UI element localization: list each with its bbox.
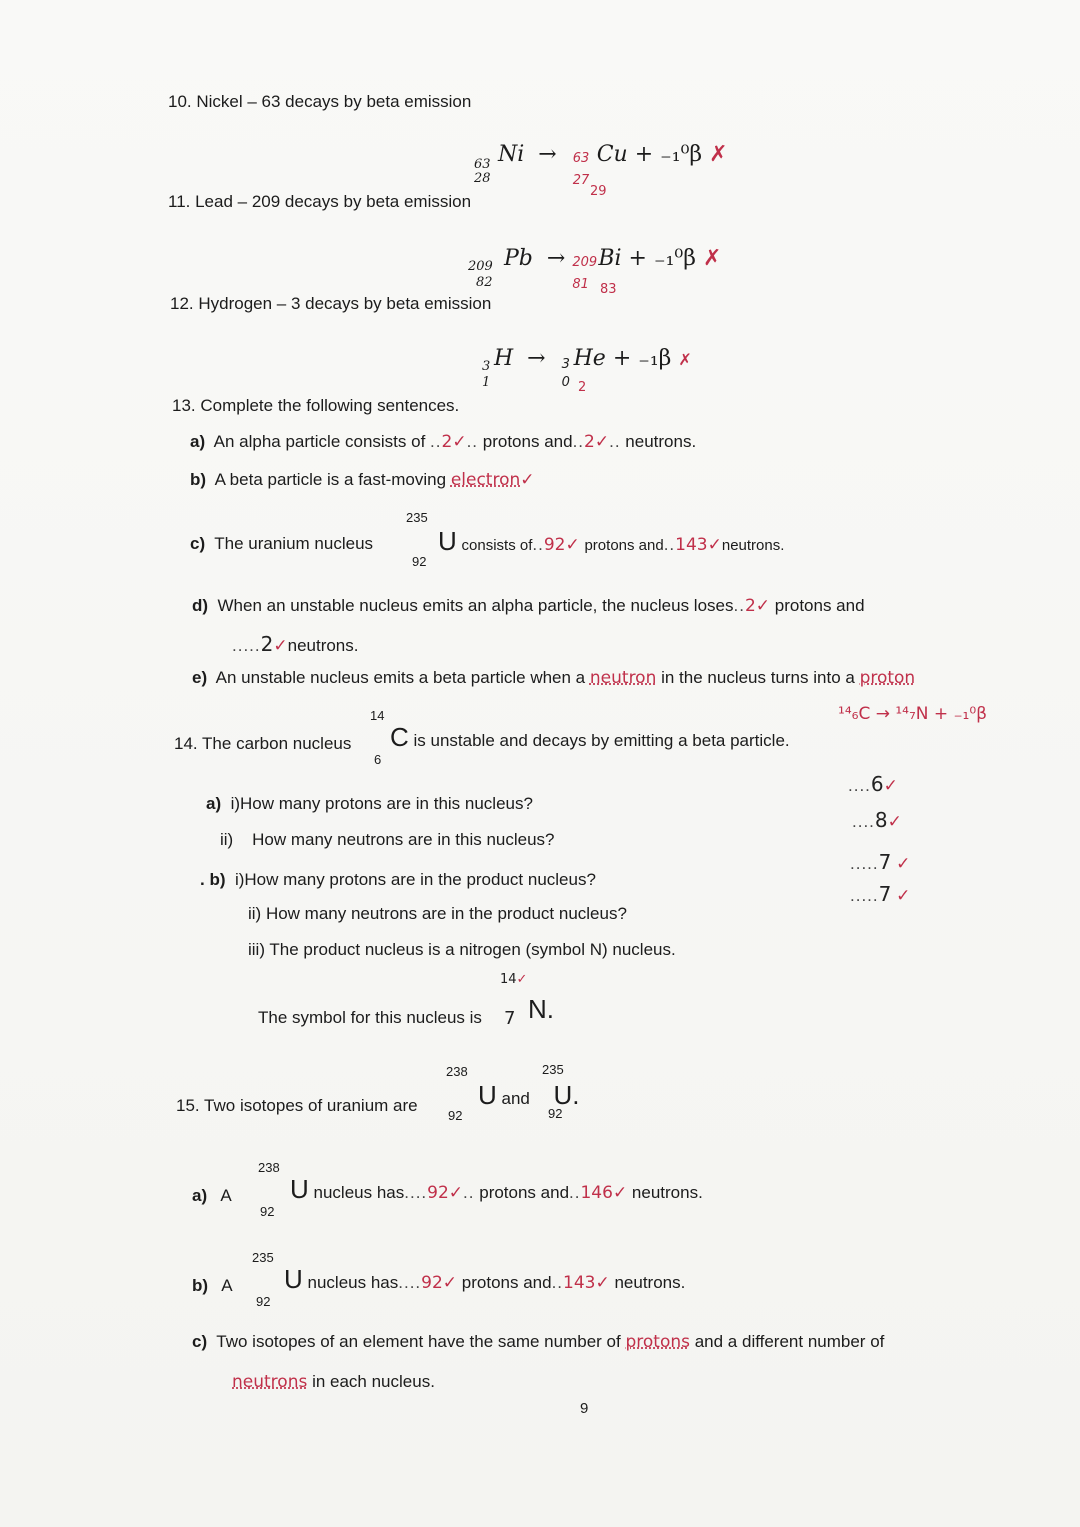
q15-b-ans2: 143 — [563, 1273, 596, 1293]
q15-iso2-mass: 235 — [542, 1062, 564, 1077]
q15-b-label: b) — [192, 1276, 209, 1295]
q13-c-text4: neutrons. — [721, 537, 785, 554]
q14-a-ii-label: ii) — [220, 830, 234, 849]
q12-daughter-mass: 3 — [561, 357, 570, 372]
q12-parent-mass: 3 — [482, 359, 491, 374]
q13-a-text1: An alpha particle consists of — [213, 432, 426, 451]
q13-c-atomic: 92 — [412, 554, 427, 569]
q14-ans-b-ii-value: 7 — [878, 882, 892, 906]
q14-margin-equation: ¹⁴₆C → ¹⁴₇N + ₋₁⁰β — [838, 704, 988, 724]
q14-sym-mass-value: 14 — [500, 972, 517, 987]
q10-parent-atomic: 28 — [474, 171, 491, 186]
q14-a — [206, 794, 533, 814]
q12-daughter-atomic: 0 — [561, 375, 570, 390]
q14-ans-a-i: ....6✓ — [848, 772, 898, 796]
q14-symbol: C — [390, 722, 409, 752]
q13-d-line2: .....2✓neutrons. — [232, 632, 359, 656]
q10-daughter-mass: 63 — [572, 151, 590, 166]
q14-sym-atomic: 7 — [504, 1008, 516, 1029]
q14-ans-a-i-value: 6 — [870, 772, 884, 796]
q10-text: 10. Nickel – 63 decays by beta emission — [168, 92, 472, 111]
q11-daughter-atomic: 81 — [572, 277, 589, 292]
q14-b-i: i)How many protons are in the product nucleus? — [234, 870, 596, 889]
q13-e — [192, 668, 915, 688]
q12-daughter-symbol: He — [573, 346, 606, 371]
q15-iso2-symbol: U. — [553, 1080, 580, 1110]
q13-c-text1: The uranium nucleus — [214, 534, 374, 553]
q10-beta: + ₋₁⁰β — [634, 142, 703, 167]
q15-a-row: U nucleus has....92✓.. protons and..146✓ neutrons. — [290, 1174, 703, 1204]
q14-ans-b-i: .....7 ✓ — [850, 850, 911, 874]
q10-daughter-symbol: Cu — [596, 142, 628, 167]
q14-ans-a-ii-value: 8 — [874, 808, 888, 832]
q14-text1: 14. The carbon nucleus — [174, 734, 352, 753]
q13-c-rest: U consists of..92✓ protons and..143✓neutrons. — [438, 526, 785, 556]
q14-symbol-text: The symbol for this nucleus is — [258, 1008, 482, 1027]
q13-d-text1: When an unstable nucleus emits an alpha particle, the nucleus loses — [217, 596, 734, 615]
q15-b-symbol: U — [284, 1264, 303, 1294]
q12-correction: 2 — [578, 380, 587, 395]
q15-b-atomic: 92 — [256, 1294, 271, 1309]
q15-a-text3: neutrons. — [631, 1183, 703, 1202]
q11-beta: + ₋₁⁰β — [628, 246, 696, 271]
q12-parent-atomic: 1 — [482, 375, 491, 390]
q10-parent-symbol: Ni — [498, 142, 525, 167]
q15-b-text3: neutrons. — [614, 1273, 686, 1292]
q13-c-symbol: U — [438, 526, 457, 556]
q13-d-text2: protons and — [774, 596, 865, 615]
q14-sym-symbol: N. — [528, 994, 554, 1024]
q15-b-text2: protons and — [461, 1273, 552, 1292]
q15-a-symbol: U — [290, 1174, 309, 1204]
q15-a-ans1: 92 — [427, 1183, 449, 1203]
q11-correction: 83 — [600, 282, 617, 297]
q10-correction: 29 — [590, 184, 607, 199]
q15-symbol: U — [478, 1080, 497, 1110]
q14-line — [390, 722, 790, 753]
q15-a-atomic: 92 — [260, 1204, 275, 1219]
q15-iso1-atomic: 92 — [448, 1108, 463, 1123]
q11-parent-atomic: 82 — [476, 275, 493, 290]
q15-c-ans2: neutrons — [232, 1372, 308, 1392]
q12-beta: + ₋₁β — [612, 346, 672, 371]
q15-c-text2: and a different number of — [694, 1332, 885, 1351]
q15-a-label: a) — [192, 1186, 208, 1205]
q15-c-line2 — [232, 1372, 435, 1392]
q13-d-text3: neutrons. — [287, 636, 359, 655]
q13-d-label: d) — [192, 596, 209, 615]
q15-b-row: U nucleus has....92✓ protons and..143✓ neutrons. — [284, 1264, 686, 1294]
q13-c-text2: consists of — [461, 537, 533, 554]
cross-icon: ✗ — [702, 246, 722, 271]
q13-e-text1: An unstable nucleus emits a beta particle when a — [215, 668, 586, 687]
q13-b-text: A beta particle is a fast-moving — [214, 470, 447, 489]
q13-e-ans1: neutron — [589, 668, 657, 688]
q15-a-mass: 238 — [258, 1160, 280, 1175]
q13-a-ans2: 2 — [584, 432, 595, 452]
q13-d-ans1: 2 — [744, 596, 756, 616]
q14-mass: 14 — [370, 708, 385, 723]
q11-parent-symbol: Pb — [504, 246, 533, 271]
q15-c — [192, 1332, 884, 1352]
q14-b — [200, 870, 596, 890]
q15-a-text2: protons and — [479, 1183, 570, 1202]
q14-sym-mass: 14✓ — [500, 972, 528, 987]
q13-c-text3: protons and — [584, 537, 664, 554]
q10-parent-mass: 63 — [474, 157, 491, 172]
q11-equation: 209 82 Pb → 209 81 Bi + ₋₁⁰β ✗ — [468, 246, 722, 292]
q13-a-ans1: 2 — [441, 432, 453, 452]
q15-iso2-atomic: 92 — [548, 1106, 563, 1121]
q13-c-ans1: 92 — [543, 535, 566, 555]
q13-e-label: e) — [192, 668, 208, 687]
q14-a-label: a) — [206, 794, 222, 813]
q13-b-ans: electron — [450, 470, 521, 490]
q15-c-text1: Two isotopes of an element have the same number of — [216, 1332, 621, 1351]
q13-d: d) When an unstable nucleus emits an alpha particle, the nucleus loses..2✓ protons and — [192, 596, 865, 616]
q15-b-ans1: 92 — [421, 1273, 443, 1293]
q12-equation: 3 1 H → 3 0 He + ₋₁β ✗ — [482, 346, 692, 390]
q13-e-ans2: proton — [859, 668, 916, 688]
q15-a-prefix: A — [220, 1186, 232, 1205]
q10-equation: 63 28 Ni → 63 27 Cu + ₋₁⁰β ✗ — [474, 142, 728, 188]
q10-daughter-atomic: 27 — [572, 173, 590, 188]
cross-icon: ✗ — [709, 142, 728, 167]
q13-e-text2: in the nucleus turns into a — [661, 668, 855, 687]
q14-a-i: i)How many protons are in this nucleus? — [230, 794, 533, 813]
q15-b-prefix: A — [221, 1276, 233, 1295]
q14-b-ii: ii) How many neutrons are in the product nucleus? — [248, 904, 627, 923]
q13-a-label: a) — [190, 432, 206, 451]
q13-a-text2: protons and — [482, 432, 573, 451]
q14-a-ii: How many neutrons are in this nucleus? — [252, 830, 555, 849]
q14-a-ii-row — [220, 830, 555, 850]
q12-parent-symbol: H — [494, 346, 514, 371]
q11-text: 11. Lead – 209 decays by beta emission — [168, 192, 472, 211]
q15-a-label-row — [192, 1186, 232, 1206]
cross-icon: ✗ — [678, 350, 692, 369]
q13-b-label: b) — [190, 470, 207, 489]
q13-c-mass: 235 — [406, 510, 428, 525]
q15-c-label: c) — [192, 1332, 208, 1351]
q15-and: and — [501, 1089, 530, 1108]
q14-b-label: . b) — [200, 870, 226, 889]
q13-heading: 13. Complete the following sentences. — [172, 396, 460, 415]
q13-d-ans2: 2 — [260, 632, 274, 656]
q12-text: 12. Hydrogen – 3 decays by beta emission — [170, 294, 492, 313]
q15-a-ans2: 146 — [580, 1183, 613, 1203]
q15-a-text1: nucleus has — [313, 1183, 405, 1202]
q13-c-ans2: 143 — [675, 535, 708, 555]
q13-a: a) An alpha particle consists of ..2✓.. protons and..2✓.. neutrons. — [190, 432, 697, 452]
q11-daughter-mass: 209 — [572, 255, 598, 270]
q13-b: b) A beta particle is a fast-moving electron✓ — [190, 470, 535, 490]
q11-daughter-symbol: Bi — [598, 246, 622, 271]
q14-text2: is unstable and decays by emitting a beta particle. — [413, 731, 790, 750]
q14-ans-b-ii: .....7 ✓ — [850, 882, 911, 906]
q15-iso1-mass: 238 — [446, 1064, 468, 1079]
q14-b-iii: iii) The product nucleus is a nitrogen (symbol N) nucleus. — [248, 940, 676, 959]
q15-b-mass: 235 — [252, 1250, 274, 1265]
q15-isotopes — [478, 1080, 580, 1111]
q14-ans-b-i-value: 7 — [878, 850, 892, 874]
page-number: 9 — [580, 1400, 589, 1417]
q13-a-text3: neutrons. — [625, 432, 697, 451]
q14-atomic: 6 — [374, 752, 382, 767]
q15-c-ans1: protons — [625, 1332, 690, 1352]
q15-b-label-row — [192, 1276, 233, 1296]
q13-c-label: c) — [190, 534, 206, 553]
q14-ans-a-ii: ....8✓ — [852, 808, 902, 832]
q15-b-text1: nucleus has — [307, 1273, 399, 1292]
q11-parent-mass: 209 — [468, 259, 493, 274]
q15-text: 15. Two isotopes of uranium are — [176, 1096, 418, 1115]
q13-c — [190, 534, 373, 554]
q15-c-text3: in each nucleus. — [312, 1372, 435, 1391]
